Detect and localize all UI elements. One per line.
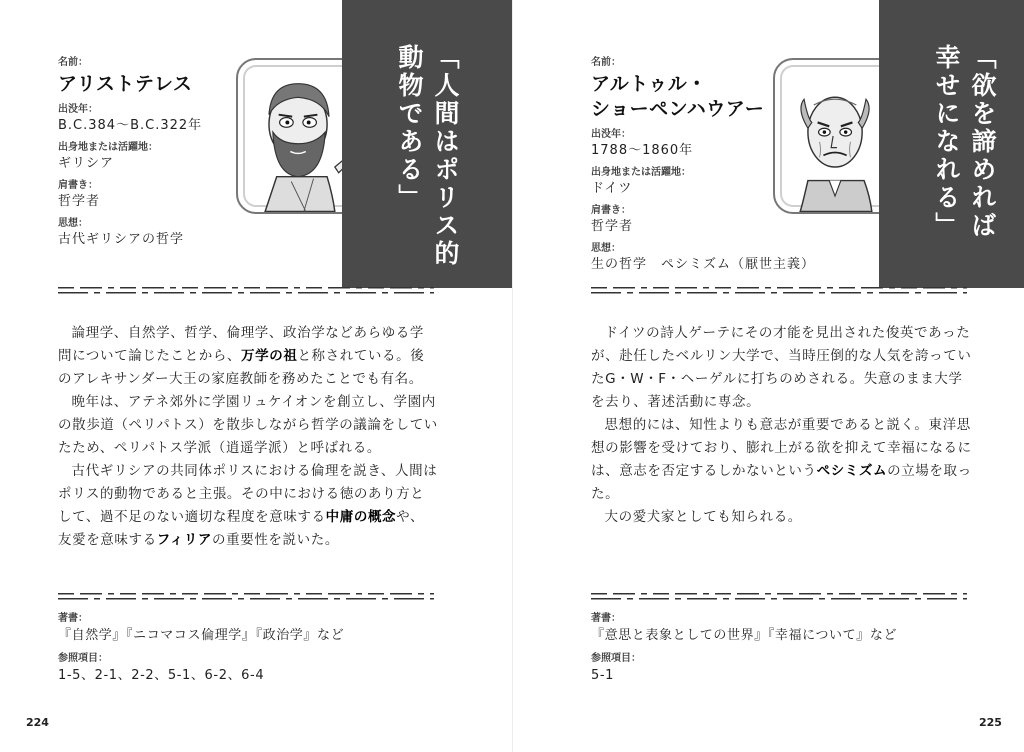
place-label: 出身地または活躍地：: [591, 167, 691, 178]
thought-label: 思想：: [58, 218, 88, 229]
philosopher-name: アリストテレス: [58, 73, 193, 95]
page-number: 225: [979, 716, 1002, 729]
years-value: 1788～1860年: [591, 143, 694, 158]
works-section: [591, 612, 971, 692]
emphasis-text: ペシミズム: [816, 463, 888, 479]
works-section: [58, 612, 438, 692]
page-number: 224: [26, 716, 49, 729]
divider-top: [591, 286, 967, 296]
divider-top: [58, 286, 434, 296]
refs-value: 1-5、2-1、2-2、5-1、6-2、6-4: [58, 668, 265, 683]
text-span: 思想的には、知性よりも意志が重要であると説く。東洋思想の影響を受けており、膨れ上がる欲を抑えて幸福になるには、意志を否定するしかないという: [591, 417, 972, 479]
years-label: 出没年：: [58, 104, 98, 115]
quote-band: [342, 0, 512, 288]
name-label: 名前：: [591, 57, 621, 68]
divider-bottom: [58, 592, 434, 602]
biography-text: [591, 322, 973, 529]
title-value: 哲学者: [58, 194, 101, 209]
thought-value: 生の哲学 ペシミズム（厭世主義）: [591, 257, 816, 272]
works-label: 著書：: [58, 613, 88, 624]
works-value: 『意思と表象としての世界』『幸福について』など: [591, 628, 898, 643]
name-label: 名前：: [58, 57, 88, 68]
famous-quote: 「人間はポリス的 動物である」: [395, 44, 460, 268]
famous-quote: 「欲を諦めれば 幸せになれる」: [932, 44, 997, 240]
paragraph-1: [58, 322, 438, 391]
emphasis-text: 万学の祖: [241, 348, 298, 364]
quote-band: [879, 0, 1024, 288]
refs-value: 5-1: [591, 668, 615, 683]
emphasis-text: 中庸の概念: [325, 509, 397, 525]
works-label: 著書：: [591, 613, 621, 624]
paragraph-2: [591, 414, 973, 506]
years-value: B.C.384～B.C.322年: [58, 118, 203, 133]
title-label: 肩書き：: [58, 180, 98, 191]
refs-label: 参照項目：: [591, 653, 641, 664]
title-label: 肩書き：: [591, 205, 631, 216]
title-value: 哲学者: [591, 219, 634, 234]
paragraph-1: ドイツの詩人ゲーテにその才能を見出された俊英であったが、赴任したベルリン大学で、当時圧倒的な人気を誇っていたG・W・F・ヘーゲルに打ちのめされる。失意のまま大学を去り、著述活動に専念。: [591, 325, 972, 410]
text-span: 古代ギリシアの共同体ポリスにおける倫理を説き、人間はポリス的動物であると主張。その中における徳のあり方として、過不足のない適切な程度を意味する: [58, 463, 438, 525]
emphasis-text: フィリア: [156, 532, 213, 548]
biography-text: [58, 322, 438, 552]
paragraph-2: 晩年は、アテネ郊外に学園リュケイオンを創立し、学園内の散歩道（ペリパトス）を散歩しながら哲学の議論をしていたため、ペリパトス学派（逍遥学派）と呼ばれる。: [58, 394, 438, 456]
refs-label: 参照項目：: [58, 653, 108, 664]
text-span: の重要性を説いた。: [212, 532, 339, 548]
works-value: 『自然学』『ニコマコス倫理学』『政治学』など: [58, 628, 345, 643]
divider-bottom: [591, 592, 967, 602]
thought-value: 古代ギリシアの哲学: [58, 232, 185, 247]
paragraph-3: 大の愛犬家としても知られる。: [604, 509, 802, 525]
text-span: と称されている。後のアレキサンダー大王の家庭教師を務めたことでも有名。: [58, 348, 425, 387]
thought-label: 思想：: [591, 243, 621, 254]
philosopher-name: アルトゥル・ ショーペンハウアー: [591, 73, 765, 120]
text-span: や、友愛を意味する: [58, 509, 425, 548]
text-span: 論理学、自然学、哲学、倫理学、政治学などあらゆる学問について論じたことから、: [58, 325, 424, 364]
place-value: ドイツ: [591, 181, 633, 196]
place-value: ギリシア: [58, 156, 115, 171]
paragraph-3: [58, 460, 438, 552]
place-label: 出身地または活躍地：: [58, 142, 158, 153]
right-page: [512, 0, 1024, 752]
text-span: の立場を取った。: [591, 463, 972, 502]
years-label: 出没年：: [591, 129, 631, 140]
